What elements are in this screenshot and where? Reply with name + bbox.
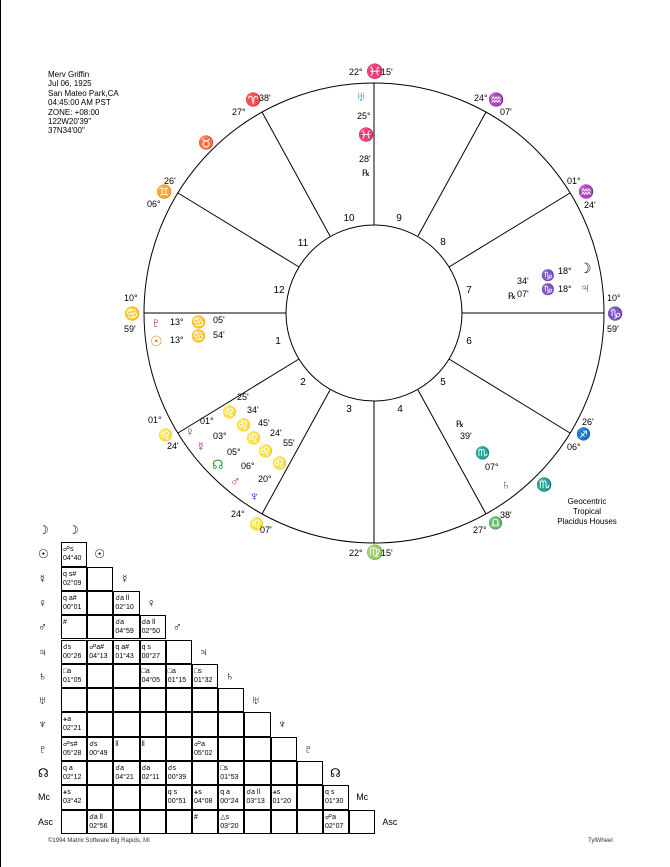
grid-diagonal-label-0: ☽ bbox=[68, 523, 79, 537]
saturn-minute: 39' bbox=[460, 431, 472, 441]
house-number-9: 9 bbox=[396, 213, 402, 224]
grid-cell bbox=[87, 712, 113, 736]
birth-date: Jul 06, 1925 bbox=[48, 79, 92, 89]
aspect-symbol: ll bbox=[115, 740, 119, 748]
grid-cell bbox=[271, 737, 297, 761]
aspect-orb: 03°20 bbox=[220, 822, 239, 830]
aspect-symbol: q a# bbox=[63, 594, 77, 602]
grid-cell-text bbox=[115, 643, 133, 661]
grid-row-label-11: Mc bbox=[38, 792, 50, 803]
saturn-degree: 07° bbox=[485, 462, 499, 472]
pluto-minute: 05' bbox=[213, 315, 225, 325]
grid-cell bbox=[192, 761, 218, 785]
h11-minute: 38' bbox=[259, 93, 271, 103]
asc-sign: ♋ bbox=[124, 306, 141, 321]
grid-cell-text bbox=[220, 764, 238, 782]
grid-cell-text bbox=[194, 813, 198, 822]
h9-degree: 24° bbox=[474, 93, 488, 103]
h8-minute: 24' bbox=[584, 200, 596, 210]
house-number-12: 12 bbox=[273, 285, 285, 296]
house-number-3: 3 bbox=[346, 404, 352, 415]
grid-cell-text bbox=[63, 788, 81, 806]
grid-cell-text bbox=[63, 643, 81, 661]
aspect-orb: 05°28 bbox=[63, 749, 82, 757]
jupiter-sign: ♑ bbox=[541, 284, 555, 296]
mercury-minute: 34' bbox=[247, 405, 259, 415]
aspect-orb: 01°20 bbox=[272, 798, 291, 806]
grid-cell bbox=[244, 737, 270, 761]
grid-cell-text bbox=[220, 788, 238, 806]
house-number-7: 7 bbox=[466, 285, 472, 296]
grid-cell-text bbox=[63, 545, 81, 563]
grid-cell bbox=[244, 761, 270, 785]
grid-cell bbox=[218, 737, 244, 761]
aspect-symbol: ☌s bbox=[63, 643, 72, 651]
grid-cell bbox=[87, 761, 113, 785]
aspect-symbol: □a bbox=[167, 667, 176, 675]
jupiter-icon: ♃ bbox=[580, 280, 590, 295]
grid-diagonal-label-10: ☊ bbox=[330, 766, 341, 780]
mc-minute: 15' bbox=[381, 67, 393, 77]
aspect-symbol: ☌a bbox=[141, 765, 151, 772]
longitude: 122W20'39" bbox=[48, 117, 92, 127]
h2-sign: ♌ bbox=[158, 428, 173, 442]
birth-place: San Mateo Park,CA bbox=[48, 88, 119, 98]
grid-cell-text bbox=[63, 618, 67, 627]
grid-cell-text bbox=[273, 788, 291, 806]
aspect-symbol: ☍a# bbox=[89, 643, 105, 651]
grid-cell-text bbox=[168, 764, 186, 782]
sun-minute: 54' bbox=[213, 330, 225, 340]
sun-sign: ♋ bbox=[191, 329, 206, 343]
grid-cell bbox=[166, 640, 192, 664]
grid-cell bbox=[166, 737, 192, 761]
aspect-orb: 02°12 bbox=[63, 774, 82, 781]
h8-degree: 01° bbox=[567, 176, 581, 186]
aspect-orb: 04°05 bbox=[141, 676, 160, 684]
jupiter-degree: 18° bbox=[558, 284, 572, 294]
aspect-symbol: ☍a bbox=[194, 740, 205, 748]
grid-cell bbox=[87, 688, 113, 712]
grid-row-label-12: Asc bbox=[38, 816, 54, 827]
grid-diagonal-label-9: ♇ bbox=[303, 741, 313, 756]
uranus-sign: ♓ bbox=[358, 127, 375, 142]
aspect-symbol: q a bbox=[220, 789, 230, 797]
aspect-orb: 04°40 bbox=[63, 555, 82, 563]
ic-minute: 15' bbox=[381, 548, 393, 558]
mercury-sign: ♌ bbox=[236, 418, 251, 432]
moon-minute: 34' bbox=[517, 276, 529, 286]
h12-sign: ♊ bbox=[156, 184, 173, 199]
grid-cell bbox=[113, 785, 139, 809]
aspect-symbol: ☌a ll bbox=[141, 619, 156, 627]
grid-diagonal-label-4: ♂ bbox=[172, 620, 182, 635]
house-number-2: 2 bbox=[300, 377, 306, 388]
aspect-symbol: q s bbox=[325, 789, 335, 797]
aspect-symbol: ☌a bbox=[115, 765, 124, 772]
aspect-symbol: ☌a ll bbox=[246, 789, 261, 797]
h5-degree: 27° bbox=[473, 525, 487, 535]
aspect-orb: 00°39 bbox=[167, 774, 187, 781]
aspect-orb: 01°53 bbox=[220, 774, 239, 781]
house-number-6: 6 bbox=[466, 336, 472, 347]
neptune-degree: 20° bbox=[258, 474, 272, 484]
grid-cell-text bbox=[220, 813, 238, 831]
grid-cell bbox=[166, 810, 192, 834]
mc-degree: 22° bbox=[349, 67, 363, 77]
mars-icon: ♂ bbox=[230, 473, 241, 489]
grid-row-label-0: ☽ bbox=[38, 523, 49, 537]
h3-sign: ♌ bbox=[249, 517, 264, 531]
grid-cell bbox=[87, 615, 113, 639]
grid-diagonal-label-1: ☉ bbox=[94, 547, 105, 562]
grid-cell bbox=[113, 688, 139, 712]
h6-degree: 06° bbox=[567, 442, 581, 452]
legend-geocentric: Geocentric bbox=[567, 497, 607, 506]
aspect-orb: 01°05 bbox=[63, 676, 82, 684]
grid-cell-text bbox=[246, 788, 264, 806]
saturn-retrograde: ℞ bbox=[456, 419, 465, 429]
grid-row-label-7: ♅ bbox=[38, 693, 47, 708]
asc-degree: 10° bbox=[124, 293, 138, 303]
mars-degree: 06° bbox=[241, 461, 255, 471]
aspect-symbol: q a# bbox=[115, 643, 130, 651]
legend-tropical: Tropical bbox=[572, 507, 602, 516]
mars-minute: 24' bbox=[270, 428, 282, 438]
house-number-4: 4 bbox=[397, 404, 403, 415]
grid-row-label-6: ♄ bbox=[38, 668, 47, 683]
aspect-symbol: □s bbox=[220, 765, 228, 772]
aspect-orb: 00°26 bbox=[63, 652, 82, 660]
aspect-orb: 02°50 bbox=[141, 628, 160, 636]
aspect-orb: 01°43 bbox=[115, 652, 134, 660]
moon-sign: ♑ bbox=[541, 270, 555, 282]
h12-minute: 26' bbox=[164, 176, 176, 186]
grid-cell bbox=[218, 712, 244, 736]
mars-sign: ♌ bbox=[258, 444, 273, 458]
node-minute: 45' bbox=[258, 418, 270, 428]
grid-row-label-9: ♇ bbox=[38, 741, 47, 756]
aspect-symbol: ☍s# bbox=[63, 740, 78, 748]
house-number-10: 10 bbox=[343, 213, 355, 224]
grid-cell bbox=[140, 712, 166, 736]
node-degree: 05° bbox=[227, 447, 241, 457]
h5-minute: 38' bbox=[500, 510, 512, 520]
grid-cell bbox=[140, 810, 166, 834]
dsc-sign: ♑ bbox=[607, 306, 624, 321]
grid-cell-text bbox=[63, 764, 81, 782]
grid-diagonal-label-2: ☿ bbox=[120, 571, 130, 586]
aspect-orb: 04°59 bbox=[115, 628, 134, 636]
grid-cell-text bbox=[194, 667, 212, 685]
aspect-orb: 00°24 bbox=[220, 798, 239, 806]
aspect-symbol: ☍s bbox=[63, 546, 74, 554]
h6-sign: ♐ bbox=[576, 427, 591, 441]
uranus-minute: 28' bbox=[359, 154, 371, 164]
grid-cell-text bbox=[63, 570, 81, 588]
native-name: Merv Griffin bbox=[48, 70, 90, 79]
aspect-orb: 02°11 bbox=[141, 774, 160, 781]
h6-minute: 26' bbox=[582, 417, 594, 427]
aspect-orb: 03°13 bbox=[246, 798, 265, 806]
uranus-degree: 25° bbox=[357, 111, 371, 121]
aspect-orb: 03°42 bbox=[63, 798, 82, 806]
pluto-icon: ♇ bbox=[151, 315, 161, 330]
grid-cell-text bbox=[168, 667, 186, 685]
venus-sign: ♌ bbox=[222, 405, 237, 419]
h2-minute: 24' bbox=[167, 441, 179, 451]
grid-diagonal-label-8: ♆ bbox=[277, 717, 287, 732]
ic-degree: 22° bbox=[349, 548, 363, 558]
aspect-orb: 02°10 bbox=[115, 603, 134, 611]
aspect-symbol: ll bbox=[141, 740, 145, 748]
grid-cell bbox=[218, 688, 244, 712]
house-number-5: 5 bbox=[440, 377, 446, 388]
grid-row-label-1: ☉ bbox=[38, 547, 49, 562]
aspect-symbol: ⚹a bbox=[63, 716, 72, 724]
scorpio-glyph: ♏ bbox=[536, 477, 553, 492]
grid-cell bbox=[297, 761, 323, 785]
h3-degree: 24° bbox=[231, 509, 245, 519]
grid-cell bbox=[297, 810, 323, 834]
grid-cell bbox=[113, 664, 139, 688]
asc-minute: 59' bbox=[124, 324, 136, 334]
ic-sign: ♍ bbox=[366, 544, 384, 560]
pluto-degree: 13° bbox=[170, 317, 184, 327]
grid-diagonal-label-12: Asc bbox=[382, 816, 398, 827]
aspect-symbol: # bbox=[63, 619, 67, 627]
grid-cell bbox=[244, 810, 270, 834]
aspect-symbol: # bbox=[194, 813, 198, 821]
grid-cell bbox=[271, 810, 297, 834]
h5-sign: ♎ bbox=[488, 516, 503, 530]
grid-cell-text bbox=[142, 764, 160, 782]
aspect-symbol: △s bbox=[220, 813, 230, 821]
sun-degree: 13° bbox=[170, 335, 184, 345]
grid-cell bbox=[244, 712, 270, 736]
aspect-symbol: ⚹s bbox=[194, 789, 202, 797]
grid-row-label-3: ♀ bbox=[38, 595, 47, 610]
grid-cell bbox=[349, 810, 375, 834]
grid-row-label-4: ♂ bbox=[38, 620, 47, 635]
grid-cell-text bbox=[168, 788, 186, 806]
aspect-orb: 05°02 bbox=[194, 749, 213, 757]
sun-icon: ☉ bbox=[150, 333, 163, 349]
time-zone: ZONE: +08:00 bbox=[48, 107, 100, 117]
grid-cell bbox=[87, 664, 113, 688]
grid-row-label-8: ♆ bbox=[38, 717, 47, 732]
aspect-orb: 00°01 bbox=[63, 603, 82, 611]
aspect-symbol: q s bbox=[167, 789, 178, 797]
grid-cell-text bbox=[194, 788, 212, 806]
house-number-1: 1 bbox=[275, 336, 281, 347]
aspect-orb: 01°30 bbox=[325, 798, 344, 806]
grid-diagonal-label-7: ♅ bbox=[251, 693, 261, 708]
legend-houses: Placidus Houses bbox=[557, 517, 617, 526]
grid-cell bbox=[113, 712, 139, 736]
dsc-minute: 59' bbox=[607, 324, 619, 334]
aspect-orb: 04°13 bbox=[89, 652, 108, 660]
aspect-symbol: ☍a bbox=[325, 813, 336, 821]
grid-cell-text bbox=[63, 667, 81, 685]
aspect-orb: 00°49 bbox=[89, 749, 108, 757]
saturn-icon: ♄ bbox=[501, 477, 511, 492]
aspect-symbol: ☌s bbox=[89, 740, 98, 748]
grid-cell-text bbox=[63, 594, 81, 612]
h11-degree: 27° bbox=[232, 107, 246, 117]
uranus-retrograde: ℞ bbox=[362, 168, 371, 178]
aspect-symbol: □a bbox=[141, 667, 150, 675]
grid-cell-text bbox=[89, 813, 107, 831]
grid-cell-text bbox=[325, 788, 343, 806]
aspect-symbol: q s bbox=[141, 643, 151, 651]
mercury-icon: ☿ bbox=[196, 439, 206, 454]
h3-minute: 07' bbox=[260, 525, 272, 535]
pluto-sign: ♋ bbox=[191, 315, 206, 329]
neptune-sign: ♌ bbox=[272, 456, 287, 470]
node-sign: ♌ bbox=[246, 431, 261, 445]
aspect-orb: 02°21 bbox=[63, 725, 82, 733]
neptune-minute: 55' bbox=[283, 438, 295, 448]
aspect-orb: 02°56 bbox=[89, 822, 108, 830]
grid-cell bbox=[166, 712, 192, 736]
grid-cell-text bbox=[115, 594, 133, 612]
grid-cell-text bbox=[89, 643, 107, 661]
grid-cell bbox=[61, 688, 87, 712]
grid-cell-text bbox=[142, 667, 160, 685]
grid-diagonal-label-11: Mc bbox=[356, 792, 369, 803]
venus-icon: ♀ bbox=[185, 424, 195, 439]
mercury-degree: 03° bbox=[213, 431, 227, 441]
grid-cell bbox=[166, 688, 192, 712]
aspect-orb: 01°15 bbox=[167, 676, 187, 684]
grid-row-label-5: ♃ bbox=[38, 644, 47, 659]
aspect-symbol: ☌a ll bbox=[115, 594, 130, 602]
aspect-symbol: q s# bbox=[63, 570, 77, 578]
venus-degree: 01° bbox=[200, 416, 214, 426]
aspect-orb: 04°08 bbox=[194, 798, 213, 806]
aspect-symbol: q a bbox=[63, 765, 73, 772]
aspect-orb: 00°51 bbox=[167, 798, 187, 806]
grid-cell-text bbox=[115, 618, 133, 636]
latitude: 37N34'00" bbox=[48, 126, 85, 136]
moon-icon: ☽ bbox=[579, 260, 592, 276]
grid-cell-text bbox=[325, 813, 343, 831]
grid-cell-text bbox=[142, 618, 160, 636]
jupiter-retrograde: ℞ bbox=[508, 291, 517, 301]
grid-diagonal-label-6: ♄ bbox=[225, 668, 235, 683]
aspect-symbol: ☌a ll bbox=[89, 813, 103, 821]
h8-sign: ♒ bbox=[578, 184, 595, 199]
h12-degree: 06° bbox=[147, 199, 161, 209]
grid-cell-text bbox=[142, 643, 160, 661]
jupiter-minute: 07' bbox=[517, 289, 529, 299]
mc-sign: ♓ bbox=[366, 63, 384, 79]
grid-cell bbox=[87, 567, 113, 591]
venus-minute: 25' bbox=[237, 392, 249, 402]
aspect-orb: 00°27 bbox=[141, 652, 160, 660]
grid-cell bbox=[113, 810, 139, 834]
aspect-symbol: □s bbox=[194, 667, 202, 675]
aspect-orb: 01°32 bbox=[194, 676, 213, 684]
grid-cell-text bbox=[89, 740, 107, 758]
aspect-symbol: □a bbox=[63, 667, 72, 675]
h9-sign: ♒ bbox=[488, 92, 505, 107]
dsc-degree: 10° bbox=[607, 293, 621, 303]
house-number-11: 11 bbox=[297, 238, 309, 249]
grid-cell bbox=[140, 785, 166, 809]
saturn-sign: ♏ bbox=[475, 446, 490, 460]
grid-row-label-2: ☿ bbox=[38, 571, 47, 586]
house-number-8: 8 bbox=[440, 237, 446, 248]
grid-cell-text bbox=[115, 764, 133, 782]
grid-cell-text bbox=[115, 740, 118, 749]
node-icon: ☊ bbox=[212, 457, 224, 472]
grid-cell bbox=[192, 688, 218, 712]
aspect-symbol: ⚹s bbox=[63, 789, 71, 797]
footer-program: TylWheel bbox=[588, 838, 613, 844]
grid-row-label-10: ☊ bbox=[38, 766, 49, 780]
grid-cell bbox=[61, 810, 87, 834]
grid-cell bbox=[87, 785, 113, 809]
grid-cell bbox=[271, 761, 297, 785]
h9-minute: 07' bbox=[500, 107, 512, 117]
grid-cell-text bbox=[63, 715, 81, 733]
birth-time: 04:45:00 AM PST bbox=[48, 98, 111, 108]
grid-cell-text bbox=[194, 740, 212, 758]
taurus-glyph: ♉ bbox=[198, 135, 215, 150]
aspect-symbol: ☌s bbox=[167, 765, 176, 772]
moon-degree: 18° bbox=[558, 266, 572, 276]
aspect-orb: 02°07 bbox=[325, 822, 344, 830]
grid-cell-text bbox=[142, 740, 145, 749]
grid-cell bbox=[87, 591, 113, 615]
h11-sign: ♈ bbox=[245, 92, 262, 107]
h2-degree: 01° bbox=[148, 415, 162, 425]
aspect-orb: 02°09 bbox=[63, 579, 82, 587]
neptune-icon: ♆ bbox=[249, 488, 260, 504]
grid-diagonal-label-3: ♀ bbox=[146, 595, 156, 610]
aspect-symbol: ☌a bbox=[115, 619, 124, 627]
grid-cell-text bbox=[63, 740, 81, 758]
grid-cell bbox=[140, 688, 166, 712]
aspect-orb: 04°21 bbox=[115, 774, 134, 781]
grid-cell bbox=[297, 785, 323, 809]
grid-cell bbox=[192, 712, 218, 736]
grid-diagonal-label-5: ♃ bbox=[199, 644, 208, 659]
footer-copyright: ©1994 Matrix Software Big Rapids, MI bbox=[48, 838, 150, 844]
aspect-symbol: ⚹s bbox=[272, 789, 281, 797]
uranus-icon: ♅ bbox=[356, 88, 367, 104]
